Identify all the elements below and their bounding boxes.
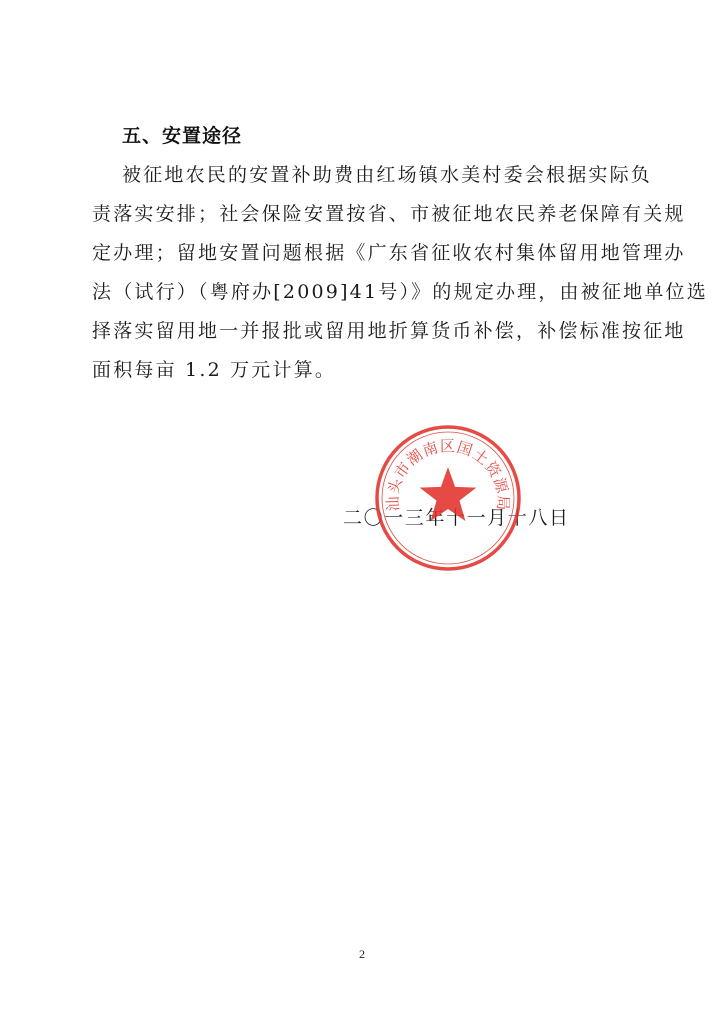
paragraph-line: 择落实留用地一并报批或留用地折算货币补偿，补偿标准按征地 (92, 320, 686, 342)
paragraph-line: 法（试行）（粤府办[2009]41号）》的规定办理，由被征地单位选 (92, 281, 708, 303)
star-icon (420, 467, 477, 521)
paragraph-line: 定办理；留地安置问题根据《广东省征收农村集体留用地管理办 (92, 242, 686, 264)
seal-text: 汕头市潮南区国土资源局 (383, 437, 513, 512)
paragraph-line: 责落实安排；社会保险安置按省、市被征地农民养老保障有关规 (92, 203, 686, 225)
document-date: 二〇一三年十一月十八日 (343, 507, 570, 529)
official-seal-icon (373, 423, 523, 573)
section-heading: 五、安置途径 (122, 125, 243, 147)
paragraph-line: 面积每亩 1.2 万元计算。 (92, 359, 337, 381)
page-number: 2 (359, 947, 365, 961)
paragraph-line: 被征地农民的安置补助费由红场镇水美村委会根据实际负 (122, 164, 653, 186)
